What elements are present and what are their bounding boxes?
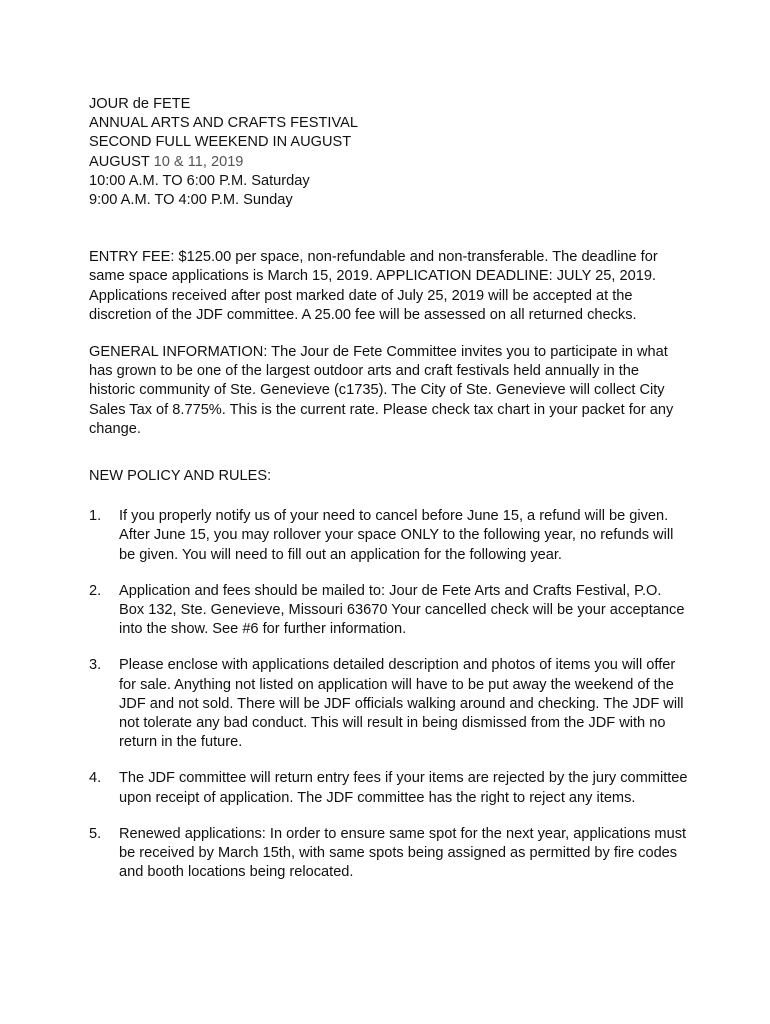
rule-text: The JDF committee will return entry fees if your items are rejected by the jury committee upon receipt of application. The JDF committee has the right to reject any items. bbox=[119, 770, 688, 806]
festival-subtitle: ANNUAL ARTS AND CRAFTS FESTIVAL bbox=[89, 115, 358, 132]
festival-days: 10 & 11, 2019 bbox=[153, 153, 244, 170]
rule-item-3 bbox=[89, 656, 689, 752]
rule-number: 3. bbox=[89, 657, 102, 674]
festival-header bbox=[89, 95, 689, 210]
rule-item-1 bbox=[89, 507, 689, 565]
policy-rules-heading: NEW POLICY AND RULES: bbox=[89, 468, 272, 485]
entry-fee-paragraph: ENTRY FEE: $125.00 per space, non-refundable and non-transferable. The deadline for same space applications is March 15, 2019. APPLICATION DEADLINE: JULY 25, 2019. Applications received after post marked date of July 25, 2019 will be accepted at the discretion of the JDF committee. A 25.00 fee will be assessed on all returned checks. bbox=[89, 249, 658, 323]
rule-text: If you properly notify us of your need to cancel before June 15, a refund will be given. After June 15, you may rollover your space ONLY to the following year, no refunds will be given. You will need to fill out an application for the following year. bbox=[119, 508, 674, 563]
rule-number: 1. bbox=[89, 508, 102, 525]
rule-item-5 bbox=[89, 825, 689, 883]
rule-text: Renewed applications: In order to ensure same spot for the next year, applications must be received by March 15th, with same spots being assigned as permitted by fire codes and booth locations being relocated. bbox=[119, 825, 687, 881]
document-body bbox=[89, 95, 689, 900]
festival-month: AUGUST bbox=[89, 153, 150, 170]
general-information-paragraph: GENERAL INFORMATION: The Jour de Fete Committee invites you to participate in what has grown to be one of the largest outdoor arts and craft festivals held annually in the historic community of Ste. Genevieve (c1735). The City of Ste. Genevieve will collect City Sales Tax of 8.775%. This is the current rate. Please check tax chart in your packet for any change. bbox=[89, 344, 674, 437]
rule-text: Please enclose with applications detailed description and photos of items you will offer for sale. Anything not listed on application will have to be put away the weekend of the JDF and not sold. There will be JDF officials walking around and checking. The JDF will not tolerate any bad conduct. This will result in being dismissed from the JDF with no return in the future. bbox=[119, 657, 684, 751]
festival-dates bbox=[89, 153, 689, 172]
festival-schedule-note: SECOND FULL WEEKEND IN AUGUST bbox=[89, 134, 352, 151]
saturday-hours: 10:00 A.M. TO 6:00 P.M. Saturday bbox=[89, 172, 310, 189]
rule-number: 5. bbox=[89, 825, 102, 842]
festival-title: JOUR de FETE bbox=[89, 96, 191, 112]
rules-list bbox=[89, 507, 689, 882]
sunday-hours: 9:00 A.M. TO 4:00 P.M. Sunday bbox=[89, 192, 293, 209]
rule-number: 2. bbox=[89, 582, 102, 599]
rule-number: 4. bbox=[89, 770, 102, 787]
rule-text: Application and fees should be mailed to: Jour de Fete Arts and Crafts Festival, P.O. Box 132, Ste. Genevieve, Missouri 63670 Your cancelled check will be your acceptance into the show. See #6 for further information. bbox=[119, 582, 685, 638]
rule-item-4 bbox=[89, 769, 689, 807]
rule-item-2 bbox=[89, 582, 689, 640]
